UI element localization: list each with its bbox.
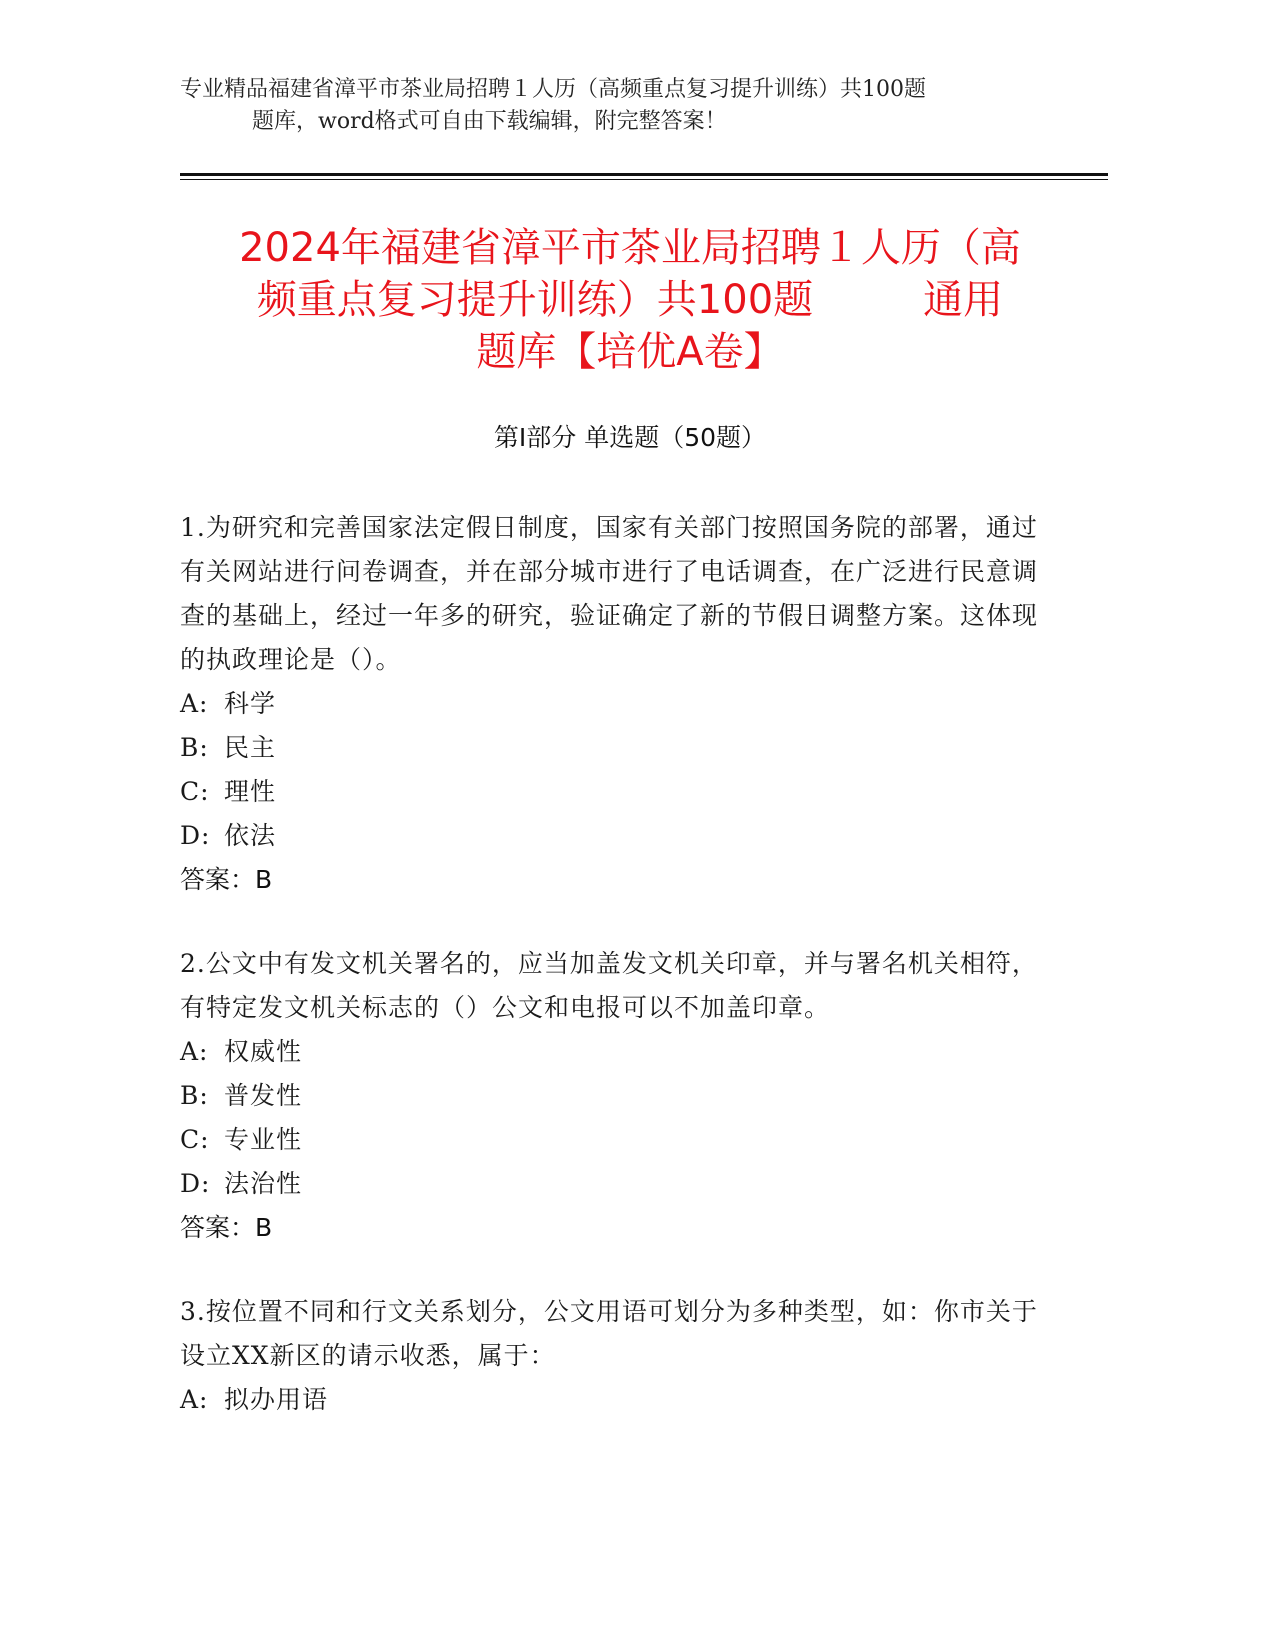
question-3 bbox=[180, 1290, 1040, 1422]
option-c bbox=[180, 1118, 1040, 1162]
question-stem: 2.公文中有发文机关署名的，应当加盖发文机关印章，并与署名机关相符，有特定发文机关标志的（）公文和电报可以不加盖印章。 bbox=[180, 949, 1038, 1022]
option-text: 法治性 bbox=[224, 1169, 303, 1198]
option-label: B: bbox=[180, 1081, 209, 1110]
option-c bbox=[180, 770, 1040, 814]
option-a bbox=[180, 1378, 1040, 1422]
title-line-2a: 频重点复习提升训练）共100题 bbox=[256, 277, 814, 323]
question-stem: 1.为研究和完善国家法定假日制度，国家有关部门按照国务院的部署，通过有关网站进行问卷调查，并在部分城市进行了电话调查，在广泛进行民意调查的基础上，经过一年多的研究，验证确定了新的节假日调整方案。这体现的执政理论是（）。 bbox=[180, 513, 1039, 674]
option-label: C: bbox=[180, 777, 210, 806]
question-2 bbox=[180, 942, 1040, 1250]
option-text: 科学 bbox=[224, 689, 277, 718]
option-label: D: bbox=[180, 821, 211, 850]
header-divider-thin bbox=[180, 179, 1108, 180]
answer: 答案：B bbox=[180, 865, 273, 894]
option-label: A: bbox=[180, 1037, 209, 1066]
title-line-2 bbox=[180, 274, 1080, 326]
option-d bbox=[180, 1162, 1040, 1206]
question-stem: 3.按位置不同和行文关系划分，公文用语可划分为多种类型，如：你市关于设立XX新区的请示收悉，属于： bbox=[180, 1297, 1038, 1370]
header-line-1: 专业精品福建省漳平市茶业局招聘１人历（高频重点复习提升训练）共100题 bbox=[180, 77, 926, 102]
option-text: 民主 bbox=[224, 733, 277, 762]
option-a bbox=[180, 1030, 1040, 1074]
option-label: B: bbox=[180, 733, 209, 762]
header-divider-thick bbox=[180, 173, 1108, 176]
option-text: 拟办用语 bbox=[224, 1385, 329, 1414]
document-title bbox=[180, 222, 1080, 378]
title-line-2b: 通用 bbox=[923, 277, 1004, 323]
option-b bbox=[180, 1074, 1040, 1118]
option-text: 权威性 bbox=[224, 1037, 303, 1066]
option-text: 普发性 bbox=[224, 1081, 303, 1110]
option-text: 专业性 bbox=[224, 1125, 303, 1154]
section-heading: 第Ⅰ部分 单选题（50题） bbox=[493, 423, 767, 452]
option-label: D: bbox=[180, 1169, 211, 1198]
title-line-1: 2024年福建省漳平市茶业局招聘１人历（高 bbox=[239, 225, 1021, 271]
option-d bbox=[180, 814, 1040, 858]
option-a bbox=[180, 682, 1040, 726]
option-label: A: bbox=[180, 1385, 209, 1414]
option-text: 理性 bbox=[224, 777, 277, 806]
header-line-2: 题库，word格式可自由下载编辑，附完整答案！ bbox=[252, 109, 727, 134]
option-label: A: bbox=[180, 689, 209, 718]
option-label: C: bbox=[180, 1125, 210, 1154]
answer: 答案：B bbox=[180, 1213, 273, 1242]
option-text: 依法 bbox=[224, 821, 277, 850]
title-line-3: 题库【培优A卷】 bbox=[476, 329, 784, 375]
question-1 bbox=[180, 506, 1040, 902]
option-b bbox=[180, 726, 1040, 770]
document-header bbox=[180, 74, 1040, 138]
